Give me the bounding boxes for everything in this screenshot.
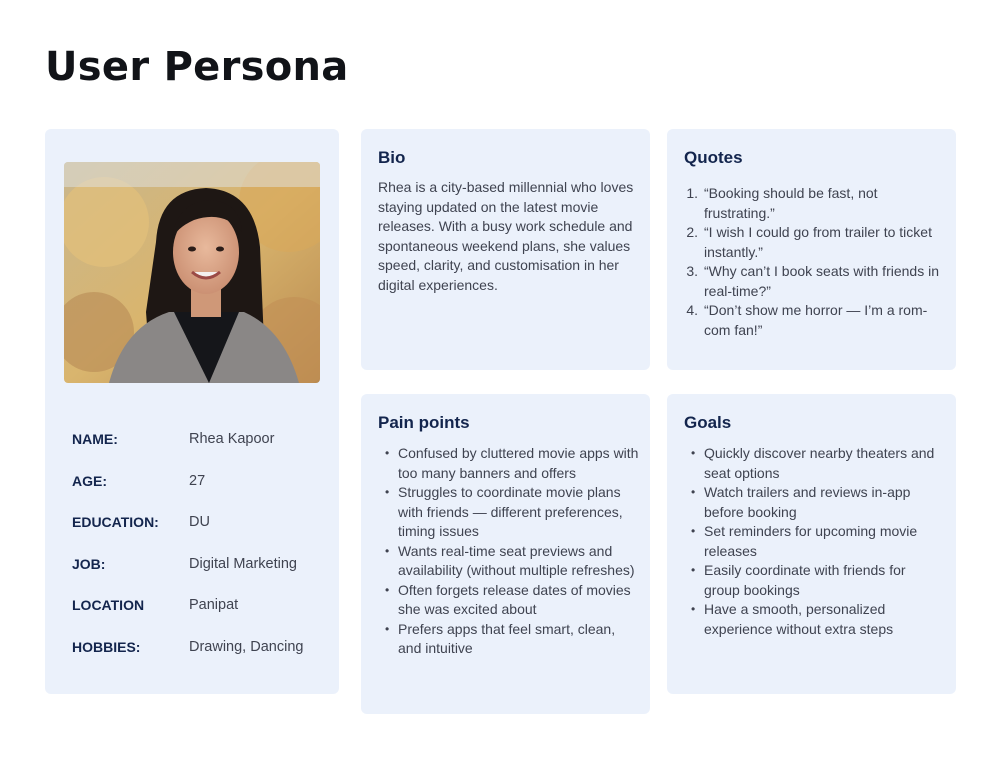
fact-label: AGE: [72,472,107,489]
goal-text: Have a smooth, personalized experience without extra steps [704,601,894,637]
list-item [687,561,945,600]
list-item [687,483,945,522]
list-item [687,522,945,561]
bullet-icon: • [691,563,696,577]
bullet-icon: • [691,446,696,460]
quote-text: “Don’t show me horror — I’m a rom-com fan!” [704,302,928,338]
list-item [381,620,639,659]
page-title: User Persona [45,44,349,90]
pain-point-text: Confused by cluttered movie apps with too many banners and offers [398,445,639,481]
pain-point-text: Prefers apps that feel smart, clean, and intuitive [398,620,616,656]
list-item [687,600,945,639]
quote-item [684,184,946,223]
quotes-list [684,184,946,340]
bullet-icon: • [385,543,390,558]
goals-card [667,394,956,694]
quote-item [684,301,946,340]
list-item [381,483,639,542]
bullet-icon: • [691,602,696,616]
pain-points-heading: Pain points [378,413,470,432]
goal-text: Quickly discover nearby theaters and seat options [704,445,935,481]
goal-text: Easily coordinate with friends for group bookings [704,562,906,598]
goals-heading: Goals [684,413,732,432]
pain-point-text: Struggles to coordinate movie plans with friends — different preferences, timing issues [398,484,623,539]
fact-age [72,473,332,515]
quote-number: 4. [686,302,698,318]
quote-number: 2. [686,224,698,240]
goal-text: Set reminders for upcoming movie releases [704,523,918,559]
bio-heading: Bio [378,148,406,167]
bullet-icon: • [691,524,696,538]
bullet-icon: • [691,485,696,499]
fact-education [72,514,332,556]
fact-label: EDUCATION: [72,514,159,531]
goals-list [687,444,945,639]
list-item [381,581,639,620]
bio-card [361,129,650,370]
quote-text: “I wish I could go from trailer to ticket instantly.” [704,224,932,260]
bullet-icon: • [385,582,390,597]
pain-points-list [381,444,639,659]
fact-value: 27 [189,472,206,489]
fact-job [72,556,332,598]
fact-hobbies [72,639,332,681]
quotes-heading: Quotes [684,148,743,167]
fact-name [72,431,332,473]
persona-photo [64,162,320,383]
persona-facts [72,431,332,681]
goal-text: Watch trailers and reviews in-app before booking [704,484,911,520]
fact-value: Drawing, Dancing [189,638,304,655]
quote-item [684,262,946,301]
bullet-icon: • [385,485,390,499]
quote-text: “Booking should be fast, not frustrating.” [704,185,878,221]
fact-label: NAME: [72,431,118,447]
bullet-icon: • [385,621,390,636]
fact-value: Digital Marketing [189,555,297,572]
fact-value: DU [189,514,210,531]
profile-card [45,129,339,694]
pain-point-text: Wants real-time seat previews and availability (without multiple refreshes) [398,542,635,578]
fact-label: JOB: [72,555,106,572]
quote-text: “Why can’t I book seats with friends in real-time?” [704,263,939,299]
bullet-icon: • [385,446,390,460]
fact-value: Panipat [189,597,239,614]
fact-label: LOCATION [72,597,145,614]
bio-text: Rhea is a city-based millennial who loves staying updated on the latest movie releases. With a busy work schedule and spontaneous weekend plans, she values speed, clarity, and customisation in her digital experiences. [378,179,634,293]
quote-number: 3. [686,263,698,279]
list-item [381,444,639,483]
fact-value: Rhea Kapoor [189,431,275,447]
quotes-card [667,129,956,370]
quote-number: 1. [686,185,698,201]
fact-location [72,597,332,639]
quote-item [684,223,946,262]
list-item [687,444,945,483]
list-item [381,542,639,581]
fact-label: HOBBIES: [72,638,141,655]
pain-point-text: Often forgets release dates of movies she was excited about [398,581,631,617]
pain-points-card [361,394,650,714]
